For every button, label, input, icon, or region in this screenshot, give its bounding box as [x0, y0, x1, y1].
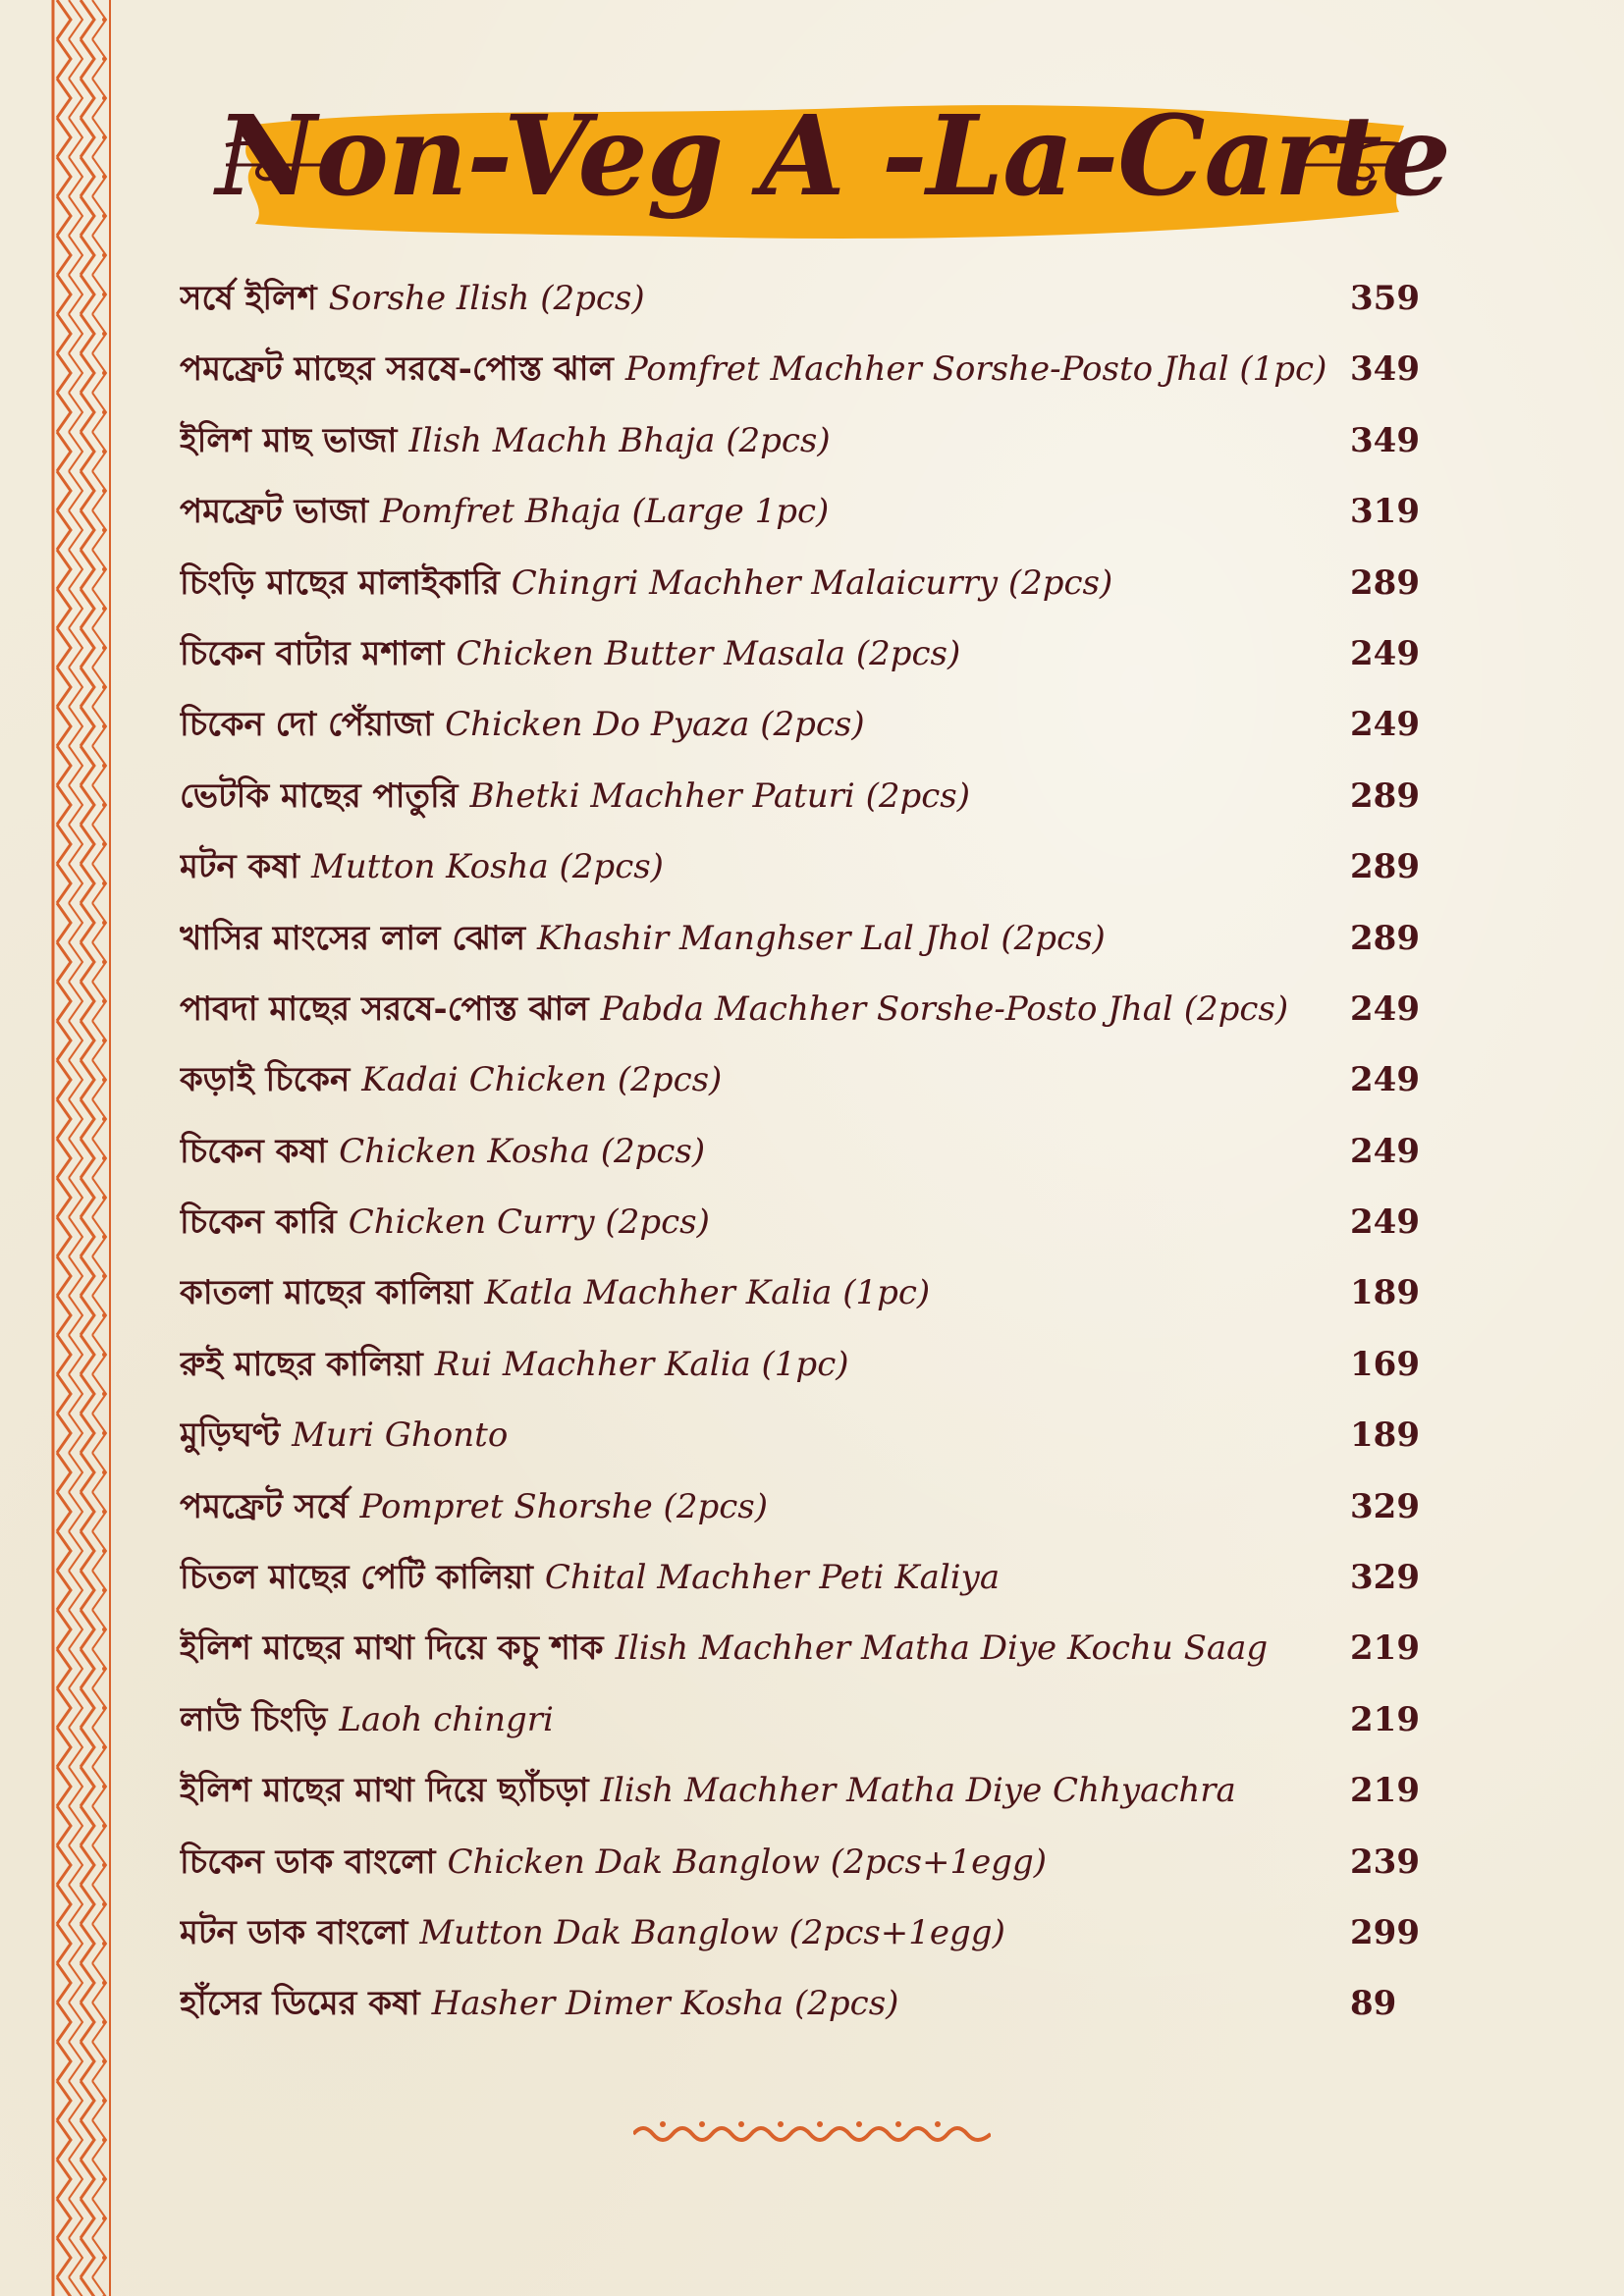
menu-item-english-name: Chicken Butter Masala (2pcs)	[456, 633, 961, 673]
menu-item-bengali-name: চিকেন দো পেঁয়াজা	[180, 705, 434, 745]
menu-item	[180, 831, 1436, 902]
menu-item	[180, 1827, 1436, 1897]
menu-item-bengali-name: মটন ডাক বাংলো	[180, 1912, 408, 1952]
menu-item-bengali-name: চিকেন ডাক বাংলো	[180, 1842, 436, 1882]
menu-item-bengali-name: পমফ্রেট সর্ষে	[180, 1486, 349, 1526]
menu-item-english-name: Ilish Machher Matha Diye Chhyachra	[600, 1771, 1236, 1811]
menu-item-english-name: Pomfret Machher Sorshe-Posto Jhal (1pc)	[624, 349, 1327, 390]
menu-item	[180, 1400, 1436, 1470]
menu-item-price: 329	[1350, 1486, 1420, 1526]
menu-item-price: 289	[1350, 847, 1420, 887]
menu-item	[180, 618, 1436, 689]
menu-item-price: 89	[1350, 1984, 1397, 2024]
menu-item-price: 299	[1350, 1912, 1420, 1952]
menu-item-price: 249	[1350, 1202, 1420, 1243]
menu-item	[180, 1755, 1436, 1826]
menu-item-english-name: Pabda Machher Sorshe-Posto Jhal (2pcs)	[600, 988, 1289, 1029]
menu-item-bengali-name: চিকেন কষা	[180, 1131, 328, 1171]
menu-item-english-name: Sorshe Ilish (2pcs)	[328, 279, 645, 318]
menu-item	[180, 903, 1436, 974]
menu-item-price: 189	[1350, 1273, 1420, 1313]
menu-item-bengali-name: ইলিশ মাছের মাথা দিয়ে ছ্যাঁচড়া	[180, 1771, 589, 1811]
menu-item-price: 249	[1350, 1131, 1420, 1171]
menu-item	[180, 1613, 1436, 1683]
menu-item-name	[180, 476, 1328, 547]
menu-item-name	[180, 1187, 1328, 1257]
menu-item-name	[180, 974, 1328, 1044]
page-title: Non-Veg A -La-Carte	[216, 92, 1450, 221]
menu-item-name	[180, 903, 1328, 974]
menu-item-name	[180, 1329, 1328, 1400]
menu-item-bengali-name: কাতলা মাছের কালিয়া	[180, 1273, 473, 1313]
menu-item-price: 219	[1350, 1629, 1420, 1669]
menu-item-name	[180, 1684, 1328, 1755]
menu-item-english-name: Pompret Shorshe (2pcs)	[359, 1486, 768, 1526]
menu-item-name	[180, 1755, 1328, 1826]
menu-item-name	[180, 618, 1328, 689]
menu-item	[180, 1968, 1436, 2039]
menu-item	[180, 1542, 1436, 1613]
menu-item-name	[180, 1044, 1328, 1115]
menu-item	[180, 405, 1436, 476]
menu-item	[180, 1897, 1436, 1968]
menu-item	[180, 1471, 1436, 1542]
menu-item-name	[180, 1400, 1328, 1470]
menu-item-name	[180, 1257, 1328, 1328]
menu-item-price: 329	[1350, 1558, 1420, 1598]
menu-item-name	[180, 1897, 1328, 1968]
zigzag-border-icon	[49, 0, 114, 2296]
menu-item-price: 289	[1350, 918, 1420, 958]
menu-item-name	[180, 689, 1328, 760]
wave-ornament-icon	[633, 2116, 991, 2152]
menu-item-bengali-name: মুড়িঘণ্ট	[180, 1415, 281, 1456]
menu-item	[180, 689, 1436, 760]
menu-list	[180, 263, 1436, 2040]
menu-item-price: 249	[1350, 1060, 1420, 1100]
menu-item-english-name: Hasher Dimer Kosha (2pcs)	[431, 1984, 899, 2024]
menu-item	[180, 974, 1436, 1044]
menu-item-name	[180, 334, 1328, 404]
menu-item	[180, 334, 1436, 404]
menu-item-bengali-name: পমফ্রেট ভাজা	[180, 492, 369, 532]
menu-item-bengali-name: পাবদা মাছের সরষে-পোস্ত ঝাল	[180, 988, 589, 1029]
menu-item-bengali-name: পমফ্রেট মাছের সরষে-পোস্ত ঝাল	[180, 349, 614, 390]
menu-item-name	[180, 1542, 1328, 1613]
menu-item-price: 169	[1350, 1344, 1420, 1384]
menu-item-bengali-name: মটন কষা	[180, 847, 299, 887]
menu-item-price: 219	[1350, 1699, 1420, 1739]
menu-item	[180, 548, 1436, 618]
menu-item-bengali-name: রুই মাছের কালিয়া	[180, 1344, 423, 1384]
menu-item-price: 249	[1350, 988, 1420, 1029]
menu-item-english-name: Chicken Kosha (2pcs)	[339, 1131, 706, 1171]
menu-item-english-name: Chicken Dak Banglow (2pcs+1egg)	[447, 1842, 1047, 1882]
menu-item-price: 249	[1350, 705, 1420, 745]
menu-item-name	[180, 1827, 1328, 1897]
menu-item-english-name: Mutton Kosha (2pcs)	[310, 847, 664, 887]
menu-item	[180, 1044, 1436, 1115]
menu-item-english-name: Pomfret Bhaja (Large 1pc)	[380, 492, 830, 532]
menu-item-bengali-name: হাঁসের ডিমের কষা	[180, 1984, 420, 2024]
menu-item-bengali-name: চিকেন কারি	[180, 1202, 337, 1243]
title-banner	[216, 86, 1450, 263]
menu-item-english-name: Ilish Machher Matha Diye Kochu Saag	[615, 1629, 1269, 1669]
menu-item	[180, 1116, 1436, 1187]
menu-item-bengali-name: চিংড়ি মাছের মালাইকারি	[180, 562, 500, 603]
menu-item-english-name: Ilish Machh Bhaja (2pcs)	[408, 420, 831, 460]
menu-item-price: 219	[1350, 1771, 1420, 1811]
menu-item	[180, 1684, 1436, 1755]
menu-item-english-name: Muri Ghonto	[292, 1415, 509, 1456]
menu-item-name	[180, 263, 1328, 334]
menu-item	[180, 761, 1436, 831]
menu-item-english-name: Rui Machher Kalia (1pc)	[434, 1344, 849, 1384]
menu-item-bengali-name: কড়াই চিকেন	[180, 1060, 351, 1100]
menu-item-bengali-name: চিকেন বাটার মশালা	[180, 633, 445, 673]
menu-item-name	[180, 1613, 1328, 1683]
menu-item-english-name: Chingri Machher Malaicurry (2pcs)	[511, 562, 1113, 603]
menu-item-bengali-name: চিতল মাছের পেটি কালিয়া	[180, 1558, 533, 1598]
menu-item	[180, 1187, 1436, 1257]
menu-item-price: 349	[1350, 349, 1420, 390]
menu-item-english-name: Chicken Curry (2pcs)	[348, 1202, 710, 1243]
menu-item-name	[180, 1968, 1328, 2039]
menu-item-price: 249	[1350, 633, 1420, 673]
menu-item-bengali-name: লাউ চিংড়ি	[180, 1699, 328, 1739]
menu-item-bengali-name: ইলিশ মাছ ভাজা	[180, 420, 398, 460]
menu-item-bengali-name: খাসির মাংসের লাল ঝোল	[180, 918, 526, 958]
menu-item-english-name: Bhetki Machher Paturi (2pcs)	[469, 775, 971, 816]
menu-item-price: 349	[1350, 420, 1420, 460]
menu-item-bengali-name: ভেটকি মাছের পাতুরি	[180, 775, 459, 816]
menu-item-bengali-name: সর্ষে ইলিশ	[180, 279, 317, 318]
menu-item-price: 319	[1350, 492, 1420, 532]
menu-item-price: 289	[1350, 775, 1420, 816]
menu-item-english-name: Kadai Chicken (2pcs)	[361, 1060, 723, 1100]
menu-item-price: 289	[1350, 562, 1420, 603]
menu-item-price: 239	[1350, 1842, 1420, 1882]
menu-item	[180, 1329, 1436, 1400]
menu-item-name	[180, 405, 1328, 476]
menu-item	[180, 476, 1436, 547]
menu-item-english-name: Chital Machher Peti Kaliya	[544, 1558, 1001, 1598]
menu-item	[180, 1257, 1436, 1328]
menu-item	[180, 263, 1436, 334]
menu-item-english-name: Katla Machher Kalia (1pc)	[484, 1273, 931, 1313]
menu-item-english-name: Khashir Manghser Lal Jhol (2pcs)	[537, 918, 1106, 958]
menu-item-name	[180, 761, 1328, 831]
menu-item-english-name: Chicken Do Pyaza (2pcs)	[445, 705, 865, 745]
menu-item-english-name: Laoh chingri	[339, 1699, 554, 1739]
menu-item-name	[180, 831, 1328, 902]
menu-item-name	[180, 1471, 1328, 1542]
menu-item-name	[180, 548, 1328, 618]
menu-item-price: 359	[1350, 279, 1420, 318]
menu-item-name	[180, 1116, 1328, 1187]
menu-item-english-name: Mutton Dak Banglow (2pcs+1egg)	[419, 1912, 1005, 1952]
menu-item-price: 189	[1350, 1415, 1420, 1456]
menu-item-bengali-name: ইলিশ মাছের মাথা দিয়ে কচু শাক	[180, 1629, 604, 1669]
